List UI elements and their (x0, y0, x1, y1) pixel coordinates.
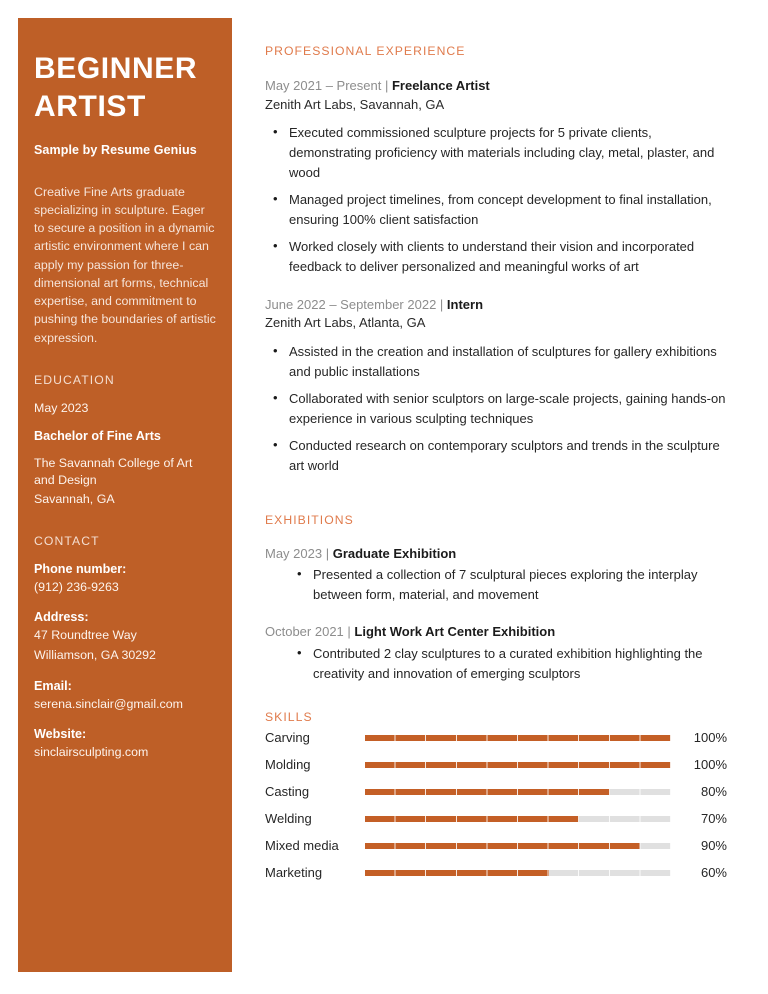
exhibitions-heading: EXHIBITIONS (265, 512, 354, 527)
experience-heading: PROFESSIONAL EXPERIENCE (265, 44, 466, 58)
bullet-item: • Worked closely with clients to understand their vision and incorporated feedback to deliver personalized and meaningful works of art (289, 237, 727, 277)
bullet-item: • Assisted in the creation and installation of sculptures for gallery exhibitions and public installations (289, 342, 727, 382)
exhibition-title: Light Work Art Center Exhibition (354, 624, 556, 640)
sample-tagline: Sample by Resume Genius (34, 142, 197, 157)
education-school: The Savannah College of Art and Design (34, 455, 193, 487)
address-line-1: 47 Roundtree Way (34, 628, 137, 643)
exhibitions-section (265, 513, 727, 684)
website-value[interactable]: sinclairsculpting.com (34, 744, 149, 759)
experience-title: Intern (446, 296, 484, 312)
experience-dates-title (265, 77, 727, 95)
candidate-name-line-2: ARTIST (34, 90, 146, 124)
contact-heading: CONTACT (34, 534, 100, 549)
skill-bar-track (365, 762, 671, 768)
experience-bullets (265, 123, 727, 277)
exhibitions-list (265, 545, 727, 684)
experience-organization: Zenith Art Labs, Atlanta, GA (265, 315, 426, 331)
candidate-name-line-1: BEGINNER (34, 52, 198, 85)
skills-section (265, 710, 727, 886)
skill-name: Carving (265, 730, 310, 746)
skill-bar-track (365, 870, 671, 876)
bullet-item: • Collaborated with senior sculptors on large-scale projects, gaining hands-on experience in various sculpting techniques (289, 389, 727, 429)
bullet-item: • Presented a collection of 7 sculptural pieces exploring the interplay between form, material, and movement (313, 565, 727, 605)
skill-bar-ticks (365, 735, 671, 741)
website-label: Website: (34, 726, 87, 741)
experience-item (265, 296, 727, 476)
education-degree: Bachelor of Fine Arts (34, 428, 161, 443)
skill-row (265, 725, 727, 751)
skill-bar-ticks (365, 762, 671, 768)
skill-percent: 100% (693, 757, 727, 773)
address-line-2: Williamson, GA 30292 (34, 648, 156, 663)
skill-name: Molding (265, 757, 311, 773)
skill-percent: 100% (693, 730, 727, 746)
experience-bullets (265, 342, 727, 476)
skill-bar-ticks (365, 870, 671, 876)
skill-name: Casting (265, 784, 310, 800)
sidebar (18, 18, 232, 972)
phone-label: Phone number: (34, 562, 127, 577)
exhibition-item (265, 623, 727, 684)
bullet-item: • Contributed 2 clay sculptures to a curated exhibition highlighting the creativity and innovation of emerging sculptors (313, 644, 727, 684)
experience-section (265, 44, 727, 476)
exhibition-date: October 2021 (265, 624, 344, 640)
exhibition-item (265, 545, 727, 606)
exhibition-title: Graduate Exhibition (332, 545, 457, 561)
skill-name: Marketing (265, 865, 323, 881)
skill-percent: 70% (700, 811, 727, 827)
exhibition-date-title (265, 545, 727, 563)
exhibition-bullets (265, 565, 727, 605)
skill-bar-ticks (365, 816, 671, 822)
skill-name: Welding (265, 811, 312, 827)
skill-row (265, 806, 727, 832)
exhibition-date-title (265, 623, 727, 641)
experience-list (265, 77, 727, 476)
skills-heading: SKILLS (265, 709, 313, 724)
skill-bar-ticks (365, 789, 671, 795)
exhibition-date: May 2023 (265, 545, 323, 561)
skill-bar-track (365, 789, 671, 795)
skill-bar-track (365, 816, 671, 822)
exhibition-bullets (265, 644, 727, 684)
email-value[interactable]: serena.sinclair@gmail.com (34, 696, 183, 711)
education-heading: EDUCATION (34, 372, 115, 387)
skill-row (265, 833, 727, 859)
skill-bar-track (365, 843, 671, 849)
skill-percent: 90% (700, 838, 727, 854)
bullet-item: • Managed project timelines, from concept development to final installation, ensuring 100% client satisfaction (289, 190, 727, 230)
separator: | (436, 296, 447, 312)
experience-dates: June 2022 – September 2022 (265, 296, 437, 312)
spacer (265, 483, 727, 513)
skill-name: Mixed media (265, 838, 339, 854)
bullet-item: • Conducted research on contemporary sculptors and trends in the sculpture art world (289, 436, 727, 476)
experience-dates-title (265, 296, 727, 314)
phone-value[interactable]: (912) 236-9263 (34, 580, 119, 595)
skill-bar-track (365, 735, 671, 741)
education-location: Savannah, GA (34, 492, 115, 507)
skill-percent: 80% (700, 784, 727, 800)
experience-item (265, 77, 727, 277)
skill-row (265, 860, 727, 886)
bullet-item: • Executed commissioned sculpture projects for 5 private clients, demonstrating proficiency with materials including clay, metal, plaster, and wood (289, 123, 727, 183)
experience-title: Freelance Artist (391, 78, 490, 93)
skill-percent: 60% (700, 865, 727, 881)
profile-summary: Creative Fine Arts graduate specializing in sculpture. Eager to secure a position in a dynamic artistic environment where I can apply my passion for three-dimensional art forms, technical expertise, and commitment to pushing the boundaries of artistic expression. (34, 184, 216, 345)
skill-row (265, 779, 727, 805)
separator: | (343, 624, 355, 640)
experience-dates: May 2021 – Present (265, 78, 382, 93)
main-content (265, 44, 727, 886)
skills-list (265, 725, 727, 886)
separator: | (322, 545, 333, 561)
email-label: Email: (34, 678, 72, 693)
separator: | (381, 78, 392, 93)
skill-row (265, 752, 727, 778)
education-date: May 2023 (34, 400, 89, 415)
experience-organization: Zenith Art Labs, Savannah, GA (265, 96, 445, 112)
skill-bar-ticks (365, 843, 671, 849)
address-label: Address: (34, 610, 89, 625)
